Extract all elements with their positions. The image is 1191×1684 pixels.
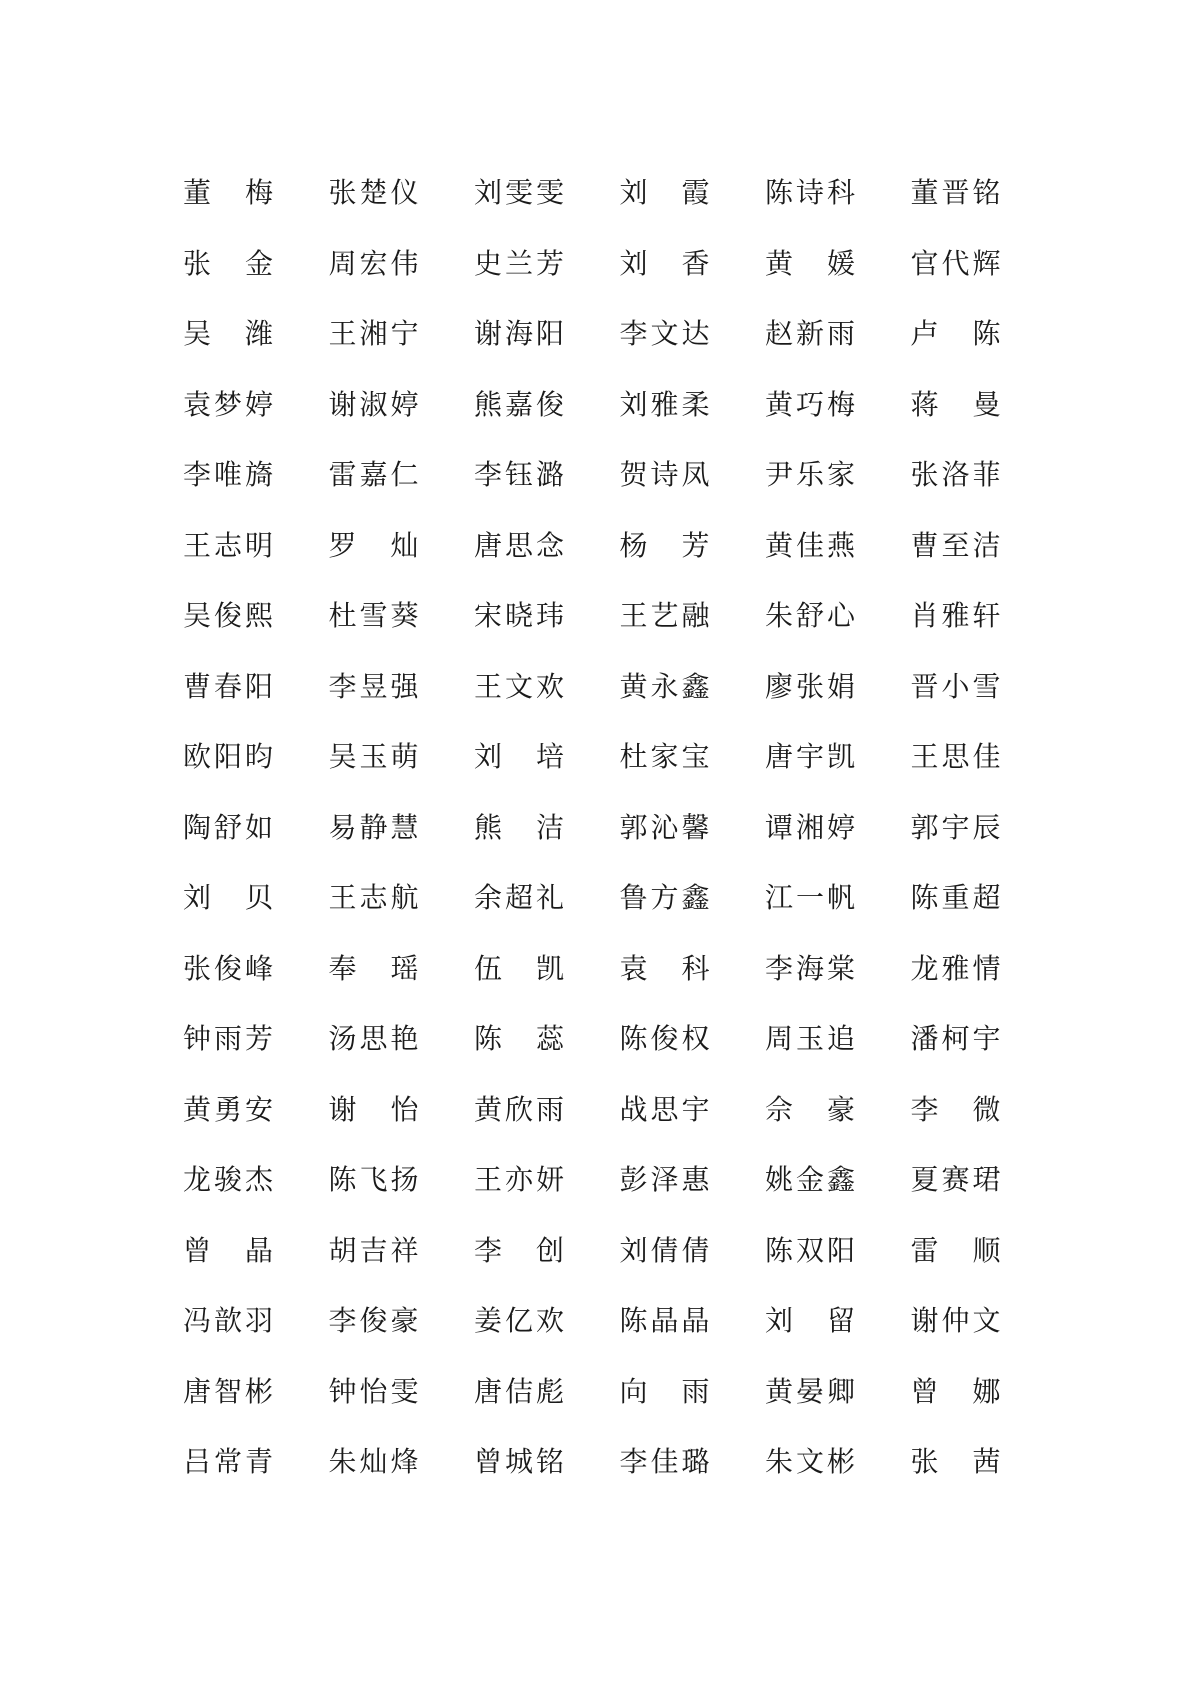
name-entry: 冯 歆 羽 bbox=[183, 1304, 273, 1337]
name-entry: 龙 雅 情 bbox=[910, 951, 1001, 985]
name-entry: 姚 金 鑫 bbox=[765, 1163, 855, 1196]
name-entry: 吴 潍 bbox=[183, 317, 273, 350]
name-entry: 晋 小 雪 bbox=[910, 669, 1001, 703]
name-entry: 向 雨 bbox=[619, 1374, 710, 1408]
name-entry: 李 佳 璐 bbox=[619, 1445, 710, 1478]
name-entry: 周 宏 伟 bbox=[328, 246, 419, 280]
name-entry: 陈 诗 科 bbox=[765, 176, 855, 209]
name-entry: 陈 双 阳 bbox=[765, 1233, 855, 1267]
name-entry: 谢 淑 婷 bbox=[328, 387, 419, 421]
name-entry: 雷 顺 bbox=[910, 1233, 1001, 1267]
name-entry: 黄 勇 安 bbox=[183, 1092, 273, 1126]
name-entry: 谢 怡 bbox=[328, 1092, 419, 1126]
name-entry: 张 俊 峰 bbox=[183, 951, 273, 985]
name-entry: 曹 至 洁 bbox=[910, 528, 1001, 562]
name-entry: 杜 雪 葵 bbox=[328, 599, 419, 632]
name-entry: 李 昱 强 bbox=[328, 669, 419, 703]
name-entry: 熊 嘉 俊 bbox=[474, 387, 564, 421]
name-entry: 李 海 棠 bbox=[765, 951, 855, 985]
name-entry: 战 思 宇 bbox=[619, 1092, 710, 1126]
name-entry: 王 志 明 bbox=[183, 528, 273, 562]
name-entry: 刘 倩 倩 bbox=[619, 1233, 710, 1267]
name-entry: 蒋 曼 bbox=[910, 387, 1001, 421]
name-entry: 卢 陈 bbox=[910, 317, 1001, 350]
name-entry: 袁 科 bbox=[619, 951, 710, 985]
name-entry: 杜 家 宝 bbox=[619, 740, 710, 773]
name-entry: 黄 巧 梅 bbox=[765, 387, 855, 421]
name-entry: 朱 舒 心 bbox=[765, 599, 855, 632]
name-entry: 王 湘 宁 bbox=[328, 317, 419, 350]
name-entry: 陈 重 超 bbox=[910, 881, 1001, 914]
name-entry: 唐 思 念 bbox=[474, 528, 564, 562]
name-entry: 张 茜 bbox=[910, 1445, 1001, 1478]
name-entry: 尹 乐 家 bbox=[765, 458, 855, 491]
name-entry: 曾 娜 bbox=[910, 1374, 1001, 1408]
name-entry: 张 金 bbox=[183, 246, 273, 280]
name-entry: 钟 雨 芳 bbox=[183, 1022, 273, 1055]
name-entry: 郭 沁 馨 bbox=[619, 810, 710, 844]
name-entry: 杨 芳 bbox=[619, 528, 710, 562]
name-entry: 熊 洁 bbox=[474, 810, 564, 844]
name-entry: 刘 贝 bbox=[183, 881, 273, 914]
name-entry: 黄 永 鑫 bbox=[619, 669, 710, 703]
name-entry: 李 微 bbox=[910, 1092, 1001, 1126]
name-entry: 黄 媛 bbox=[765, 246, 855, 280]
name-entry: 肖 雅 轩 bbox=[910, 599, 1001, 632]
name-entry: 伍 凯 bbox=[474, 951, 564, 985]
name-entry: 张 洛 菲 bbox=[910, 458, 1001, 491]
name-entry: 雷 嘉 仁 bbox=[328, 458, 419, 491]
name-entry: 刘 雯 雯 bbox=[474, 176, 564, 209]
name-entry: 黄 欣 雨 bbox=[474, 1092, 564, 1126]
name-entry: 李 钰 潞 bbox=[474, 458, 564, 491]
name-entry: 唐 智 彬 bbox=[183, 1374, 273, 1408]
name-entry: 黄 佳 燕 bbox=[765, 528, 855, 562]
name-entry: 董 晋 铭 bbox=[910, 176, 1001, 209]
name-entry: 欧 阳 昀 bbox=[183, 740, 273, 773]
name-entry: 李 俊 豪 bbox=[328, 1304, 419, 1337]
name-entry: 夏 赛 珺 bbox=[910, 1163, 1001, 1196]
name-entry: 曾 城 铭 bbox=[474, 1445, 564, 1478]
name-entry: 宋 晓 玮 bbox=[474, 599, 564, 632]
name-entry: 唐 佶 彪 bbox=[474, 1374, 564, 1408]
name-entry: 谢 仲 文 bbox=[910, 1304, 1001, 1337]
name-entry: 余 超 礼 bbox=[474, 881, 564, 914]
name-entry: 罗 灿 bbox=[328, 528, 419, 562]
name-entry: 彭 泽 惠 bbox=[619, 1163, 710, 1196]
name-entry: 贺 诗 凤 bbox=[619, 458, 710, 491]
name-entry: 廖 张 娟 bbox=[765, 669, 855, 703]
name-entry: 陈 蕊 bbox=[474, 1022, 564, 1055]
name-entry: 刘 雅 柔 bbox=[619, 387, 710, 421]
name-entry: 陶 舒 如 bbox=[183, 810, 273, 844]
name-entry: 李 唯 旖 bbox=[183, 458, 273, 491]
name-entry: 陈 晶 晶 bbox=[619, 1304, 710, 1337]
name-entry: 朱 灿 烽 bbox=[328, 1445, 419, 1478]
name-entry: 官 代 辉 bbox=[910, 246, 1001, 280]
name-entry: 江 一 帆 bbox=[765, 881, 855, 914]
name-entry: 袁 梦 婷 bbox=[183, 387, 273, 421]
name-entry: 刘 香 bbox=[619, 246, 710, 280]
name-entry: 王 亦 妍 bbox=[474, 1163, 564, 1196]
name-entry: 李 文 达 bbox=[619, 317, 710, 350]
name-entry: 刘 霞 bbox=[619, 176, 710, 209]
name-entry: 龙 骏 杰 bbox=[183, 1163, 273, 1196]
name-entry: 刘 培 bbox=[474, 740, 564, 773]
name-entry: 曹 春 阳 bbox=[183, 669, 273, 703]
name-entry: 奉 瑶 bbox=[328, 951, 419, 985]
name-entry: 陈 飞 扬 bbox=[328, 1163, 419, 1196]
name-entry: 黄 晏 卿 bbox=[765, 1374, 855, 1408]
name-entry: 刘 留 bbox=[765, 1304, 855, 1337]
name-entry: 谭 湘 婷 bbox=[765, 810, 855, 844]
name-entry: 张 楚 仪 bbox=[328, 176, 419, 209]
name-entry: 吴 玉 萌 bbox=[328, 740, 419, 773]
name-entry: 胡 吉 祥 bbox=[328, 1233, 419, 1267]
name-entry: 史 兰 芳 bbox=[474, 246, 564, 280]
name-entry: 鲁 方 鑫 bbox=[619, 881, 710, 914]
name-entry: 潘 柯 宇 bbox=[910, 1022, 1001, 1055]
name-entry: 吴 俊 熙 bbox=[183, 599, 273, 632]
name-entry: 王 文 欢 bbox=[474, 669, 564, 703]
name-entry: 王 艺 融 bbox=[619, 599, 710, 632]
name-entry: 朱 文 彬 bbox=[765, 1445, 855, 1478]
name-entry: 赵 新 雨 bbox=[765, 317, 855, 350]
name-entry: 钟 怡 雯 bbox=[328, 1374, 419, 1408]
name-entry: 佘 豪 bbox=[765, 1092, 855, 1126]
name-entry: 曾 晶 bbox=[183, 1233, 273, 1267]
name-entry: 周 玉 追 bbox=[765, 1022, 855, 1055]
name-entry: 姜 亿 欢 bbox=[474, 1304, 564, 1337]
name-entry: 王 志 航 bbox=[328, 881, 419, 914]
name-entry: 李 创 bbox=[474, 1233, 564, 1267]
name-entry: 汤 思 艳 bbox=[328, 1022, 419, 1055]
name-entry: 吕 常 青 bbox=[183, 1445, 273, 1478]
name-entry: 王 思 佳 bbox=[910, 740, 1001, 773]
name-entry: 谢 海 阳 bbox=[474, 317, 564, 350]
name-list-grid bbox=[183, 158, 1013, 1498]
name-entry: 陈 俊 权 bbox=[619, 1022, 710, 1055]
name-entry: 董 梅 bbox=[183, 176, 273, 209]
name-entry: 郭 宇 辰 bbox=[910, 810, 1001, 844]
name-entry: 易 静 慧 bbox=[328, 810, 419, 844]
name-entry: 唐 宇 凯 bbox=[765, 740, 855, 773]
